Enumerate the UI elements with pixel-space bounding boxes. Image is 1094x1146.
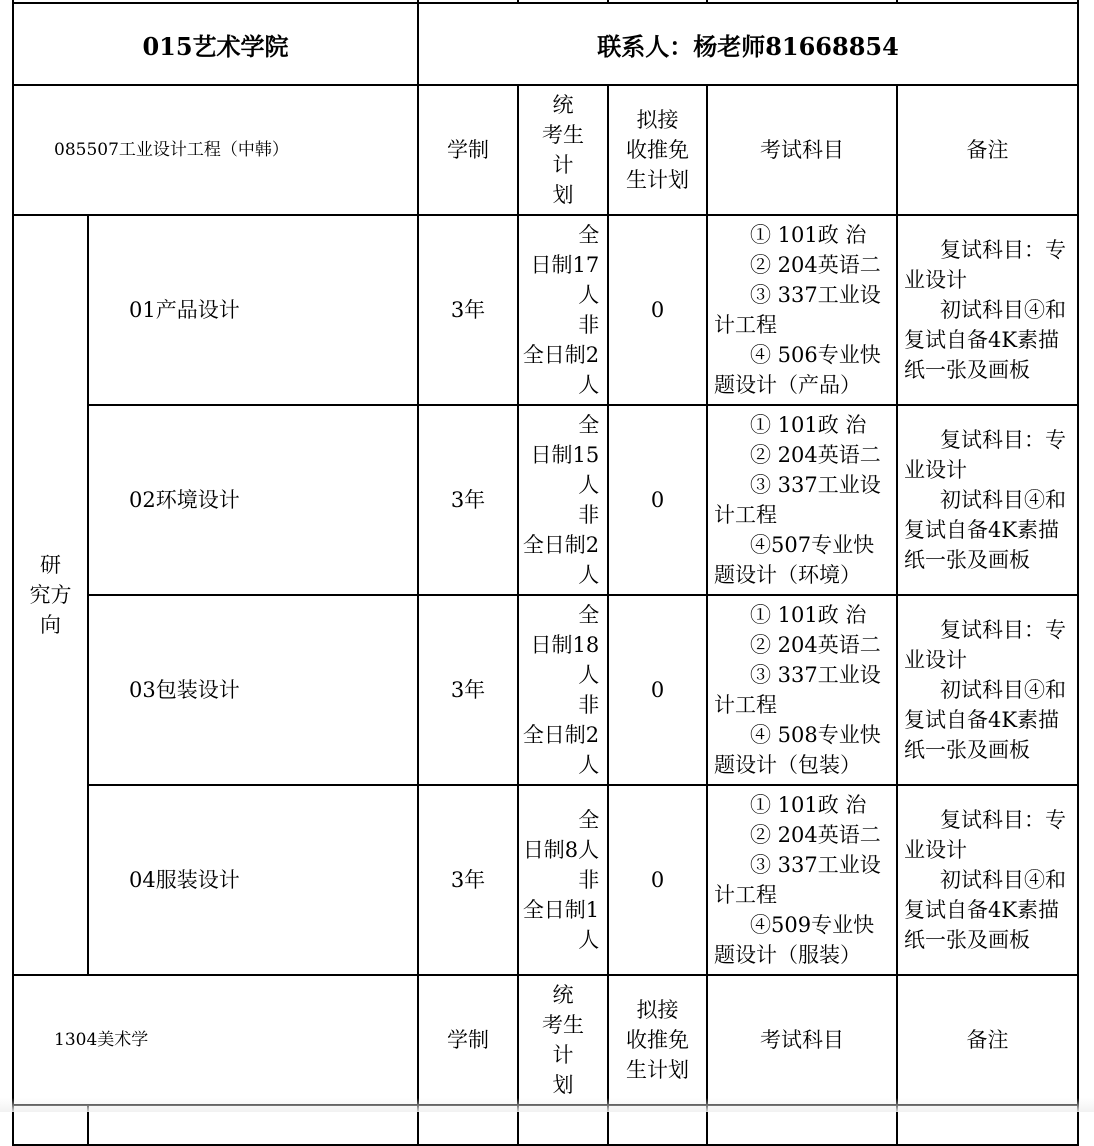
header-tuimian-line: 收推免: [626, 138, 689, 162]
remark-line: 复试科目：专: [940, 428, 1066, 452]
subjects-line: ④ 506专业快: [750, 343, 881, 367]
direction-label-line: 向: [40, 613, 61, 637]
subjects: [708, 786, 896, 974]
direction-name: [89, 406, 417, 594]
plan-line: 全日制2: [522, 343, 600, 367]
subjects-line: ② 204英语二: [750, 633, 881, 657]
plan-line: 全日制2: [522, 723, 600, 747]
remark: [898, 596, 1077, 784]
tuimian-text: 0: [650, 868, 665, 892]
plan-line: 人: [578, 928, 600, 952]
plan-line: 人: [578, 283, 600, 307]
tuimian-text: 0: [650, 488, 665, 512]
subjects-line: 计工程: [714, 883, 777, 907]
plan-line: 人: [578, 663, 600, 687]
subjects-line: ③ 337工业设: [750, 283, 881, 307]
subjects-line: ① 101政 治: [750, 223, 867, 247]
direction-name-text: 04服装设计: [129, 868, 240, 892]
subjects-line: ③ 337工业设: [750, 853, 881, 877]
subjects-line: ④507专业快: [750, 533, 875, 557]
tuimian: [609, 596, 706, 784]
header-tuimian-line: 生计划: [626, 168, 689, 192]
header-tongkao-line: 统: [552, 93, 574, 117]
remark-line: 复试自备4K素描: [904, 328, 1060, 352]
subjects-line: 题设计（产品）: [714, 373, 861, 397]
header-tongkao-line: 划: [552, 183, 574, 207]
direction-name: [89, 216, 417, 404]
header2-tongkao-line: 计: [552, 1043, 574, 1067]
header2-tongkao-line: 统: [552, 983, 574, 1007]
plan-line: 全: [578, 603, 600, 627]
plan-line: 全日制1: [522, 898, 600, 922]
remark-line: 复试自备4K素描: [904, 708, 1060, 732]
header2-tuimian-line: 拟接: [636, 998, 679, 1022]
remark-line: 业设计: [904, 648, 967, 672]
remark-line: 初试科目④和: [940, 868, 1066, 892]
direction-name-text: 03包装设计: [129, 678, 240, 702]
tuimian: [609, 216, 706, 404]
direction-name: [89, 786, 417, 974]
remark-line: 复试科目：专: [940, 618, 1066, 642]
subjects-line: ② 204英语二: [750, 253, 881, 277]
plan-line: 全: [578, 808, 600, 832]
direction-label-line: 究方: [29, 583, 72, 607]
subjects-line: 题设计（服装）: [714, 943, 861, 967]
college-name: [14, 4, 417, 84]
plan-line: 全: [578, 413, 600, 437]
remark-line: 业设计: [904, 268, 967, 292]
xuezhi: [419, 786, 517, 974]
header2-major-text: 1304美术学: [54, 1030, 149, 1050]
plan-line: 非: [578, 503, 600, 527]
remark-line: 初试科目④和: [940, 298, 1066, 322]
contact: [419, 4, 1077, 84]
plan: [519, 216, 607, 404]
subjects-line: ② 204英语二: [750, 823, 881, 847]
subjects-line: 题设计（环境）: [714, 563, 861, 587]
remark-line: 纸一张及画板: [904, 738, 1030, 762]
header2-tongkao: [519, 976, 607, 1104]
subjects-line: ③ 337工业设: [750, 663, 881, 687]
plan-line: 非: [578, 868, 600, 892]
tuimian-text: 0: [650, 678, 665, 702]
header-tongkao-line: 考生: [542, 123, 584, 147]
plan-line: 人: [578, 753, 600, 777]
remark-line: 复试科目：专: [940, 238, 1066, 262]
header-major: [14, 86, 417, 214]
xuezhi-text: 3年: [450, 298, 486, 322]
header-tongkao: [519, 86, 607, 214]
header-tongkao-line: 计: [552, 153, 574, 177]
subjects: [708, 596, 896, 784]
plan-line: 非: [578, 313, 600, 337]
subjects-line: 计工程: [714, 313, 777, 337]
header-xuezhi-text: 学制: [447, 138, 489, 162]
header-tuimian: [609, 86, 706, 214]
tuimian: [609, 786, 706, 974]
header2-tuimian-line: 收推免: [626, 1028, 689, 1052]
remark-line: 纸一张及画板: [904, 358, 1030, 382]
header2-tuimian: [609, 976, 706, 1104]
plan: [519, 596, 607, 784]
direction-label: [14, 216, 87, 974]
xuezhi-text: 3年: [450, 868, 486, 892]
header2-subjects: [708, 976, 896, 1104]
remark: [898, 786, 1077, 974]
header2-remark: [898, 976, 1077, 1104]
header-subjects-text: 考试科目: [760, 138, 844, 162]
header2-xuezhi-text: 学制: [447, 1028, 489, 1052]
contact-text: 联系人：杨老师81668854: [597, 31, 899, 61]
subjects-line: 计工程: [714, 693, 777, 717]
direction-name: [89, 596, 417, 784]
plan-line: 人: [578, 473, 600, 497]
remark-line: 复试科目：专: [940, 808, 1066, 832]
direction-name-text: 01产品设计: [129, 298, 240, 322]
plan-line: 日制18: [530, 633, 600, 657]
header-major-text: 085507工业设计工程（中韩）: [54, 140, 289, 160]
header2-tongkao-line: 划: [552, 1073, 574, 1097]
remark: [898, 406, 1077, 594]
remark: [898, 216, 1077, 404]
remark-line: 纸一张及画板: [904, 928, 1030, 952]
plan-line: 全日制2: [522, 533, 600, 557]
remark-line: 业设计: [904, 458, 967, 482]
plan: [519, 786, 607, 974]
subjects-line: ② 204英语二: [750, 443, 881, 467]
remark-line: 复试自备4K素描: [904, 898, 1060, 922]
tuimian: [609, 406, 706, 594]
header2-tuimian-line: 生计划: [626, 1058, 689, 1082]
header-xuezhi: [419, 86, 517, 214]
remark-line: 纸一张及画板: [904, 548, 1030, 572]
plan-line: 日制8人: [522, 838, 600, 862]
subjects-line: ① 101政 治: [750, 793, 867, 817]
header2-remark-text: 备注: [966, 1028, 1009, 1052]
xuezhi-text: 3年: [450, 488, 486, 512]
header2-subjects-text: 考试科目: [760, 1028, 844, 1052]
header-tuimian-line: 拟接: [636, 108, 679, 132]
plan: [519, 406, 607, 594]
remark-line: 业设计: [904, 838, 967, 862]
college-name-text: 015艺术学院: [142, 31, 289, 61]
xuezhi: [419, 596, 517, 784]
subjects: [708, 406, 896, 594]
remark-line: 初试科目④和: [940, 488, 1066, 512]
header2-major: [14, 976, 417, 1104]
header2-tongkao-line: 考生: [542, 1013, 584, 1037]
header-subjects: [708, 86, 896, 214]
direction-label-line: 研: [40, 553, 61, 577]
xuezhi: [419, 216, 517, 404]
plan-line: 人: [578, 373, 600, 397]
remark-line: 复试自备4K素描: [904, 518, 1060, 542]
plan-line: 日制17: [530, 253, 600, 277]
bottom-shadow: [0, 1098, 1094, 1112]
subjects-line: ④509专业快: [750, 913, 875, 937]
subjects-line: ③ 337工业设: [750, 473, 881, 497]
xuezhi-text: 3年: [450, 678, 486, 702]
subjects-line: ④ 508专业快: [750, 723, 881, 747]
plan-line: 全: [578, 223, 600, 247]
plan-line: 非: [578, 693, 600, 717]
header-remark-text: 备注: [966, 138, 1009, 162]
header-remark: [898, 86, 1077, 214]
remark-line: 初试科目④和: [940, 678, 1066, 702]
tuimian-text: 0: [650, 298, 665, 322]
plan-line: 人: [578, 563, 600, 587]
subjects: [708, 216, 896, 404]
direction-name-text: 02环境设计: [129, 488, 240, 512]
plan-line: 日制15: [530, 443, 600, 467]
subjects-line: 题设计（包装）: [714, 753, 861, 777]
header2-xuezhi: [419, 976, 517, 1104]
xuezhi: [419, 406, 517, 594]
subjects-line: 计工程: [714, 503, 777, 527]
subjects-line: ① 101政 治: [750, 603, 867, 627]
subjects-line: ① 101政 治: [750, 413, 867, 437]
